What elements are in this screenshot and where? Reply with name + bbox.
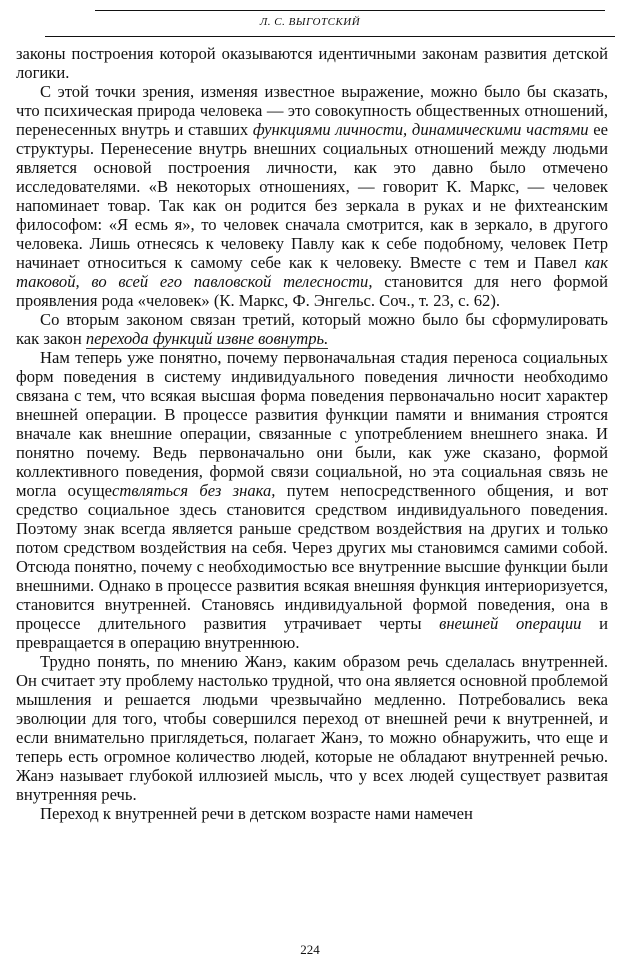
running-head: Л. С. ВЫГОТСКИЙ xyxy=(259,16,361,28)
paragraph-1: законы построения которой оказываются идентичными законам развития детской логики. xyxy=(16,44,608,82)
paragraph-2-emphasis-1: функциями личности, динамическими частями xyxy=(252,120,589,139)
paragraph-4 xyxy=(16,348,608,652)
paragraph-2 xyxy=(16,82,608,310)
paragraph-2-emphasis-2: как таковой, во всей его павловской телесности, xyxy=(16,253,608,291)
paragraph-3-part-a: Со вторым законом связан третий, который можно было бы сформулировать как закон xyxy=(16,310,608,348)
paragraph-4-part-a: Нам теперь уже понятно, почему первоначальная стадия переноса социальных форм поведения в систему индивидуального поведения личности необходимо связана с тем, что всякая высшая форма поведения первоначально носит характер внешней операции. В процессе развития функции памяти и внимания строятся вначале как внешние операции, связанные с употреблением внешнего знака. И понятно почему. Ведь первоначально они были, как уже сказано, формой коллективного поведения, формой связи социальной, но эта социальная связь не могла осуще xyxy=(16,348,608,500)
paragraph-4-emphasis-1: ствляться без знака, xyxy=(111,481,276,500)
paragraph-3-emphasis: перехода функций извне вовнутрь. xyxy=(85,329,329,348)
paragraph-6: Переход к внутренней речи в детском возрасте нами намечен xyxy=(40,804,473,823)
paragraph-4-emphasis-2: внешней операции xyxy=(439,614,582,633)
body-text xyxy=(16,44,608,823)
paragraph-4-part-c: путем непосредственного общения, и вот средство социальное здесь становится средством индивидуального поведения. Поэтому знак всегда является раньше средством воздействия на других и только потом средством воздействия на себя. Через других мы становимся самими собой. Отсюда понятно, почему с необходимостью все внутренние высшие функции были внешними. Однако в процессе развития всякая внешняя функция интериоризуется, становится внутренней. Становясь индивидуальной формой поведения, она в процессе длительного развития утрачивает черты xyxy=(16,481,608,633)
top-rule xyxy=(95,10,605,11)
page-number: 224 xyxy=(300,942,320,957)
paragraph-3 xyxy=(16,310,608,348)
paragraph-2-part-a: С этой точки зрения, изменяя известное выражение, можно было бы сказать, что психическая природа человека — это совокупность общественных отношений, перенесенных внутрь и ставших xyxy=(16,82,608,139)
paragraph-2-part-e: становится для него формой проявления рода «человек» (К. Маркс, Ф. Энгельс. Соч., т. 23, с. 62). xyxy=(16,272,608,310)
paragraph-4-part-e: и превращается в операцию внутреннюю. xyxy=(16,614,608,652)
header-rule xyxy=(45,36,615,37)
paragraph-5: Трудно понять, по мнению Жанэ, каким образом речь сделалась внутренней. Он считает эту проблему настолько трудной, что она является основной проблемой мышления и решается людьми чрезвычайно медленно. Потребовались века эволюции для того, чтобы совершился переход от внешней речи к внутренней, и если внимательно приглядеться, полагает Жанэ, то можно обнаружить, что еще и теперь есть огромное количество людей, которые не обладают внутренней речью. Жанэ называет глубокой иллюзией мысль, что у всех людей существует развитая внутренняя речь. xyxy=(16,652,608,804)
paragraph-2-part-c: ее структуры. Перенесение внутрь внешних социальных отношений между людьми является основой построения личности, как это давно было отмечено исследователями. «В некоторых отношениях, — говорит К. Маркс, — человек напоминает товар. Так как он родится без зеркала в руках и не фихтеанским философом: «Я есмь я», то человек сначала смотрится, как в зеркало, в другого человека. Лишь отнесясь к человеку Павлу как к себе подобному, человек Петр начинает относиться к самому себе как к человеку. Вместе с тем и Павел xyxy=(16,120,608,272)
